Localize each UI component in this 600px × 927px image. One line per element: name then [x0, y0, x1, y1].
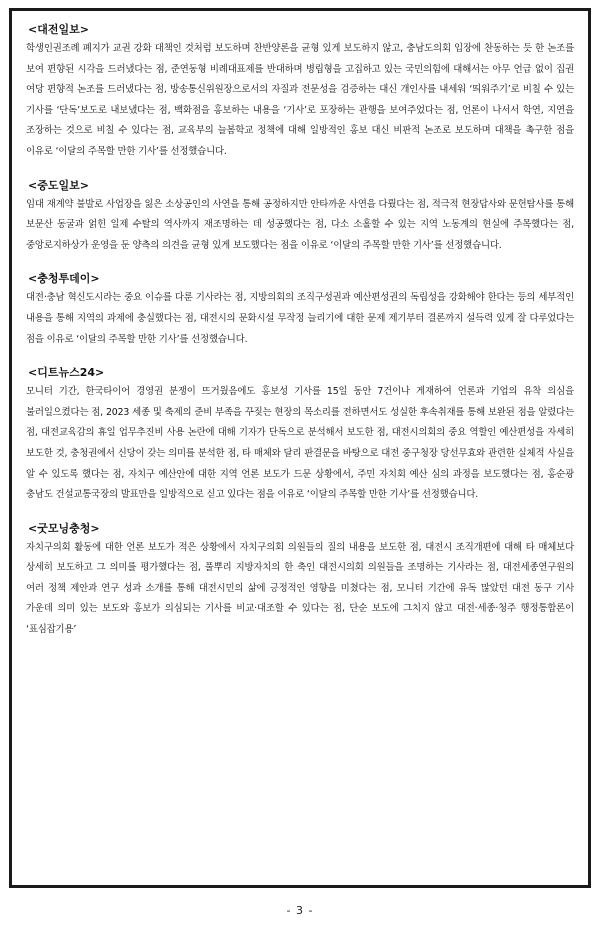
section-body: 자치구의회 활동에 대한 언론 보도가 적은 상황에서 자치구의회 의원들의 질의 내용을 보도한 점, 대전시 조직개편에 대해 타 매체보다 상세히 보도하고 그 의미를 평가했다는 점, 풀뿌리 지방자치의 한 축인 대전시의회 의원들을 조명하는 기사라는 점, 대전세종연구원의 여러 정책 제안과 연구 성과 소개를 통해 대전시민의 삶에 긍정적인 영향을 미쳤다는 점, 모니터 기간에 유독 많았던 대전 동구 기사 가운데 의미 있는 보도와 홍보가 의심되는 기사를 비교·대조할 수 있다는 점, 단순 보도에 그치지 않고 대전·세종·청주 행정통합론이 ‘표심잡기용’ [26, 541, 574, 636]
section-body: 임대 재계약 불발로 사업장을 잃은 소상공인의 사연을 통해 공정하지만 안타까운 사연을 다뤘다는 점, 적극적 현장답사와 문헌탐사를 통해 보문산 동굴과 얽힌 일제 수탈의 역사까지 재조명하는 데 성공했다는 점, 다소 소홀할 수 있는 지역 노동계의 현실에 주목했다는 점, 중앙로지하상가 운영을 둔 양측의 의견을 균형 있게 보도했다는 점을 이유로 ‘이달의 주목할 만한 기사’를 선정했습니다. [26, 198, 574, 251]
section-jungdo-ilbo [26, 177, 574, 257]
section-body: 모니터 기간, 한국타이어 경영권 분쟁이 뜨거웠음에도 홍보성 기사를 15일 동안 7건이나 게재하여 언론과 기업의 유착 의심을 불러일으켰다는 점, 2023 세종 및 축제의 준비 부족을 꾸짖는 현장의 목소리를 전하면서도 성실한 후속취재를 통해 보완된 점을 알렸다는 점, 대전교육감의 휴일 업무추진비 사용 논란에 대해 기자가 단독으로 분석해서 보도한 점, 대전시의회의 중요 역할인 예산편성을 자세히 보도한 것, 충청권에서 신당이 갖는 의미를 분석한 점, 타 매체와 달리 판결문을 바탕으로 대전 중구청장 당선무효와 관련한 실체적 사실을 알 수 있도록 했다는 점, 자치구 예산안에 대한 지역 언론 보도가 드문 상황에서, 주민 자치회 예산 심의 과정을 보도했다는 점, 홍순광 충남도 건설교통국장의 발표만을 일방적으로 싣고 있다는 점을 이유로 ‘이달의 주목할 만한 기사’를 선정했습니다. [26, 386, 574, 501]
section-heading: <중도일보> [28, 178, 89, 192]
document-frame [9, 8, 591, 888]
section-body: 대전·충남 혁신도시라는 중요 이슈를 다룬 기사라는 점, 지방의회의 조직구성권과 예산편성권의 독립성을 강화해야 한다는 등의 세부적인 내용을 통해 지역의 과제에 충실했다는 점, 대전시의 문화시설 무작정 늘리기에 대한 문제 제기부터 결론까지 설득력 있게 잘 다루었다는 점을 이유로 ‘이달의 주목할 만한 기사’를 선정했습니다. [26, 292, 574, 345]
section-dite-news-24 [26, 364, 574, 506]
section-body: 학생인권조례 폐지가 교권 강화 대책인 것처럼 보도하며 찬반양론을 균형 있게 보도하지 않고, 충남도의회 입장에 찬동하는 듯 한 논조를 보여 편향된 시각을 드러냈다는 점, 준연동형 비례대표제를 반대하며 병립형을 고집하고 있는 국민의힘에 대해서는 아무 언급 없이 집권 여당 편향적 논조를 드러냈다는 점, 방송통신위원장으로서의 자질과 전문성을 검증하는 대신 개인사를 내세워 ‘띄워주기’로 비칠 수 있는 기사를 ‘단독’보도로 내보냈다는 점, 백화점을 홍보하는 내용을 ‘기사’로 포장하는 관행을 보여주었다는 점, 언론이 나서서 학연, 지연을 조장하는 것으로 비칠 수 있다는 점, 교육부의 늘봄학교 정책에 대해 일방적인 홍보 대신 비판적 논조로 보도하며 대책을 촉구한 점을 이유로 ‘이달의 주목할 만한 기사’를 선정했습니다. [26, 43, 574, 157]
section-goodmorning-chungcheong [26, 520, 574, 641]
section-daejeon-ilbo [26, 21, 574, 163]
section-heading: <디트뉴스24> [28, 366, 105, 380]
page-number: - 3 - [286, 904, 314, 917]
section-heading: <굿모닝충청> [28, 521, 100, 535]
section-heading: <대전일보> [28, 23, 89, 36]
section-heading: <충청투데이> [28, 272, 100, 286]
section-chungcheong-today [26, 270, 574, 350]
